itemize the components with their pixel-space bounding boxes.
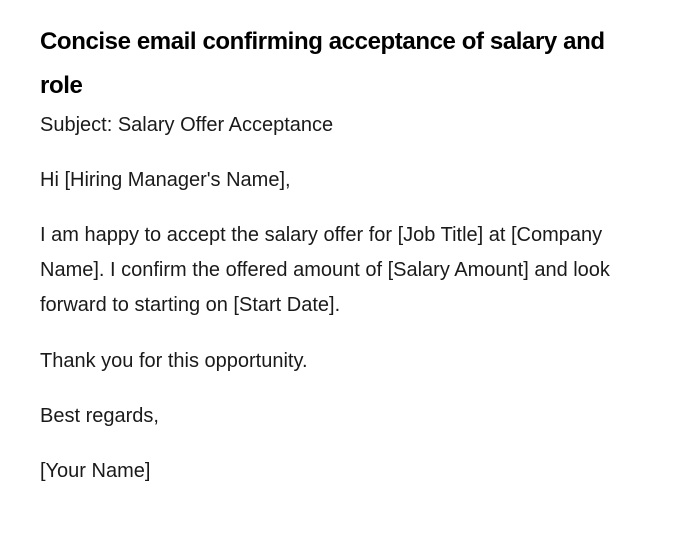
email-thanks: Thank you for this opportunity. [40,350,308,372]
email-body: I am happy to accept the salary offer for [Job Title] at [Company Name]. I confirm the offered amount of [Salary Amount] and look forward to starting on [Start Date]. [40,224,610,316]
document-title: Concise email confirming acceptance of salary and role [40,28,605,99]
email-signature: [Your Name] [40,460,151,482]
email-subject: Subject: Salary Offer Acceptance [40,114,334,136]
email-closing: Best regards, [40,405,159,427]
email-greeting: Hi [Hiring Manager's Name], [40,169,291,191]
email-template-document [40,20,640,489]
